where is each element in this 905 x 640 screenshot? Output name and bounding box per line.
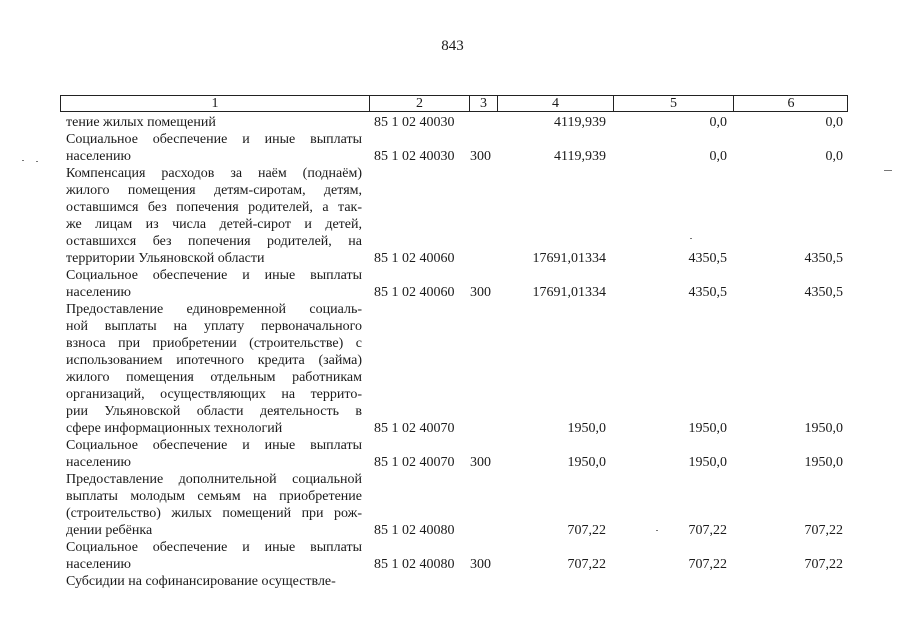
row-value-col4: 1950,0 bbox=[567, 421, 606, 436]
row-description: (строительство) жилых помещений при рож- bbox=[66, 506, 362, 521]
table-row bbox=[0, 573, 905, 590]
header-cell-4: 4 bbox=[552, 96, 559, 111]
row-value-col4: 4119,939 bbox=[554, 149, 606, 164]
table-row bbox=[0, 182, 905, 199]
header-cell-1: 1 bbox=[211, 96, 219, 111]
page-number: 843 bbox=[441, 38, 464, 54]
table-row bbox=[0, 233, 905, 250]
table-row bbox=[0, 250, 905, 267]
header-cell-5: 5 bbox=[670, 96, 677, 111]
table-row bbox=[0, 386, 905, 403]
table-row bbox=[0, 114, 905, 131]
row-description: населению bbox=[66, 455, 131, 470]
table-row bbox=[0, 488, 905, 505]
row-expense-type: 300 bbox=[470, 557, 491, 572]
table-row bbox=[0, 369, 905, 386]
row-value-col5: 1950,0 bbox=[688, 421, 727, 436]
row-value-col6: 4350,5 bbox=[804, 285, 843, 300]
row-value-col6: 1950,0 bbox=[804, 455, 843, 470]
row-value-col6: 0,0 bbox=[825, 149, 843, 164]
scan-speck bbox=[690, 238, 692, 239]
row-value-col5: 4350,5 bbox=[688, 251, 727, 266]
row-description: рии Ульяновской области деятельность в bbox=[66, 404, 362, 419]
row-value-col6: 4350,5 bbox=[804, 251, 843, 266]
row-value-col5: 0,0 bbox=[709, 115, 727, 130]
row-code: 85 1 02 40080 bbox=[374, 523, 455, 538]
scan-speck bbox=[22, 160, 24, 161]
row-code: 85 1 02 40030 bbox=[374, 115, 455, 130]
row-value-col5: 1950,0 bbox=[688, 455, 727, 470]
row-description: оставшимся без попечения родителей, а так- bbox=[66, 200, 362, 215]
table-row bbox=[0, 437, 905, 454]
row-description: населению bbox=[66, 149, 131, 164]
row-expense-type: 300 bbox=[470, 455, 491, 470]
row-code: 85 1 02 40030 bbox=[374, 149, 455, 164]
row-value-col4: 707,22 bbox=[567, 523, 606, 538]
header-cell-3: 3 bbox=[480, 96, 487, 111]
row-value-col5: 4350,5 bbox=[688, 285, 727, 300]
row-value-col6: 0,0 bbox=[825, 115, 843, 130]
table-row bbox=[0, 131, 905, 148]
row-description: Компенсация расходов за наём (поднаём) bbox=[66, 166, 362, 181]
row-description: взноса при приобретении (строительстве) с bbox=[66, 336, 362, 351]
row-description: выплаты молодым семьям на приобретение bbox=[66, 489, 362, 504]
row-value-col6: 1950,0 bbox=[804, 421, 843, 436]
table-row bbox=[0, 471, 905, 488]
row-description: Предоставление единовременной социаль- bbox=[66, 302, 362, 317]
table-row bbox=[0, 284, 905, 301]
row-description: жилого помещения детям-сиротам, детям, bbox=[66, 183, 362, 198]
row-description: организаций, осуществляющих на террито- bbox=[66, 387, 362, 402]
row-code: 85 1 02 40060 bbox=[374, 251, 455, 266]
table-row bbox=[0, 216, 905, 233]
row-description: Предоставление дополнительной социальной bbox=[66, 472, 362, 487]
row-description: жилого помещения отдельным работникам bbox=[66, 370, 362, 385]
row-description: использованием ипотечного кредита (займа) bbox=[66, 353, 362, 368]
row-description: Субсидии на софинансирование осуществле- bbox=[66, 574, 336, 589]
row-code: 85 1 02 40070 bbox=[374, 455, 455, 470]
table-row bbox=[0, 267, 905, 284]
table-row bbox=[0, 454, 905, 471]
row-expense-type: 300 bbox=[470, 149, 491, 164]
row-description: Социальное обеспечение и иные выплаты bbox=[66, 438, 362, 453]
row-value-col4: 707,22 bbox=[567, 557, 606, 572]
table-row bbox=[0, 539, 905, 556]
row-value-col6: 707,22 bbox=[804, 557, 843, 572]
row-code: 85 1 02 40060 bbox=[374, 285, 455, 300]
row-value-col4: 17691,01334 bbox=[532, 251, 606, 266]
row-code: 85 1 02 40080 bbox=[374, 557, 455, 572]
row-value-col5: 707,22 bbox=[688, 523, 727, 538]
row-description: населению bbox=[66, 285, 131, 300]
table-header bbox=[60, 95, 848, 112]
table-row bbox=[0, 522, 905, 539]
scan-speck bbox=[36, 161, 38, 162]
row-value-col5: 0,0 bbox=[709, 149, 727, 164]
table-row bbox=[0, 318, 905, 335]
row-description: сфере информационных технологий bbox=[66, 421, 283, 436]
row-value-col6: 707,22 bbox=[804, 523, 843, 538]
row-description: ной выплаты на уплату первоначального bbox=[66, 319, 362, 334]
table-row bbox=[0, 301, 905, 318]
table-row bbox=[0, 148, 905, 165]
header-cell-6: 6 bbox=[787, 96, 795, 111]
row-description: же лицам из числа детей-сирот и детей, bbox=[66, 217, 362, 232]
row-value-col4: 1950,0 bbox=[567, 455, 606, 470]
row-description: Социальное обеспечение и иные выплаты bbox=[66, 540, 362, 555]
scan-speck bbox=[884, 170, 892, 171]
row-code: 85 1 02 40070 bbox=[374, 421, 455, 436]
row-value-col5: 707,22 bbox=[688, 557, 727, 572]
row-description: Социальное обеспечение и иные выплаты bbox=[66, 132, 362, 147]
row-expense-type: 300 bbox=[470, 285, 491, 300]
row-description: Социальное обеспечение и иные выплаты bbox=[66, 268, 362, 283]
row-description: тение жилых помещений bbox=[66, 115, 216, 130]
header-cell-2: 2 bbox=[416, 96, 423, 111]
row-description: населению bbox=[66, 557, 131, 572]
row-value-col4: 4119,939 bbox=[554, 115, 606, 130]
table-row bbox=[0, 352, 905, 369]
table-row bbox=[0, 505, 905, 522]
table-row bbox=[0, 556, 905, 573]
table-row bbox=[0, 165, 905, 182]
row-description: дении ребёнка bbox=[66, 523, 153, 538]
table-row bbox=[0, 335, 905, 352]
row-description: оставшихся без попечения родителей, на bbox=[66, 234, 362, 249]
table-row bbox=[0, 420, 905, 437]
table-row bbox=[0, 403, 905, 420]
row-description: территории Ульяновской области bbox=[66, 251, 265, 266]
table-body bbox=[0, 114, 905, 590]
table-row bbox=[0, 199, 905, 216]
scan-speck bbox=[656, 530, 658, 531]
row-value-col4: 17691,01334 bbox=[532, 285, 606, 300]
